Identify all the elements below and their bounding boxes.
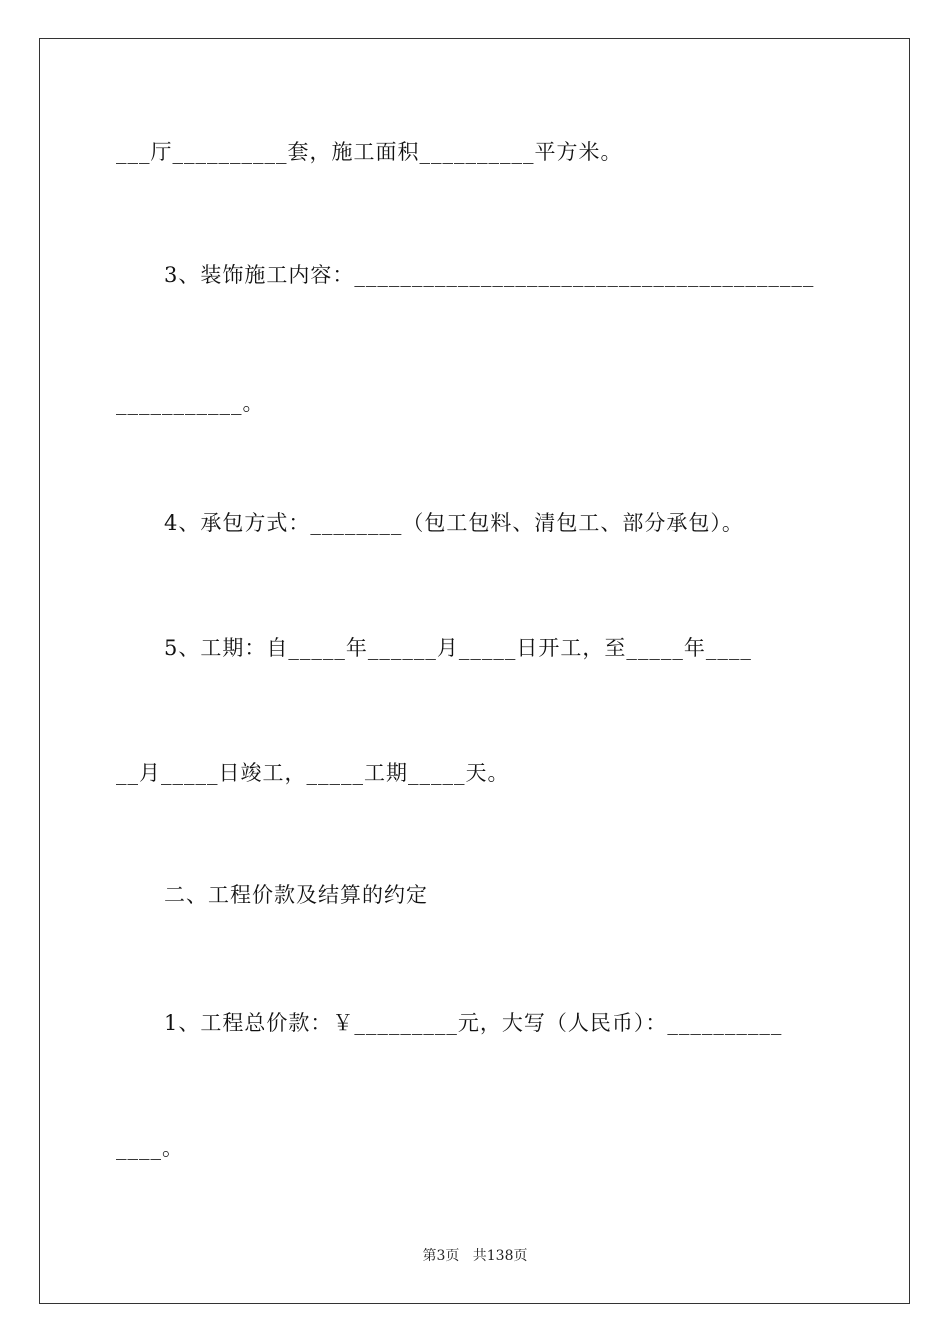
document-line-3: ___________。	[116, 391, 265, 415]
document-line-1: ___厅__________套，施工面积__________平方米。	[116, 140, 623, 164]
document-line-6: __月_____日竣工，_____工期_____天。	[116, 761, 510, 785]
page-footer	[0, 1247, 950, 1265]
page-number: 第3页	[422, 1248, 460, 1264]
document-line-8: 1、工程总价款：￥_________元，大写（人民币）：__________	[164, 1011, 783, 1035]
section-heading: 二、工程价款及结算的约定	[164, 883, 428, 907]
page-total: 共138页	[472, 1248, 528, 1264]
document-line-5: 5、工期：自_____年______月_____日开工，至_____年____	[164, 636, 752, 660]
page-border	[39, 38, 910, 1304]
document-line-4: 4、承包方式：________（包工包料、清包工、部分承包）。	[164, 511, 744, 535]
document-line-2: 3、装饰施工内容：________________________________________	[164, 263, 815, 287]
document-line-9: ____。	[116, 1136, 184, 1160]
